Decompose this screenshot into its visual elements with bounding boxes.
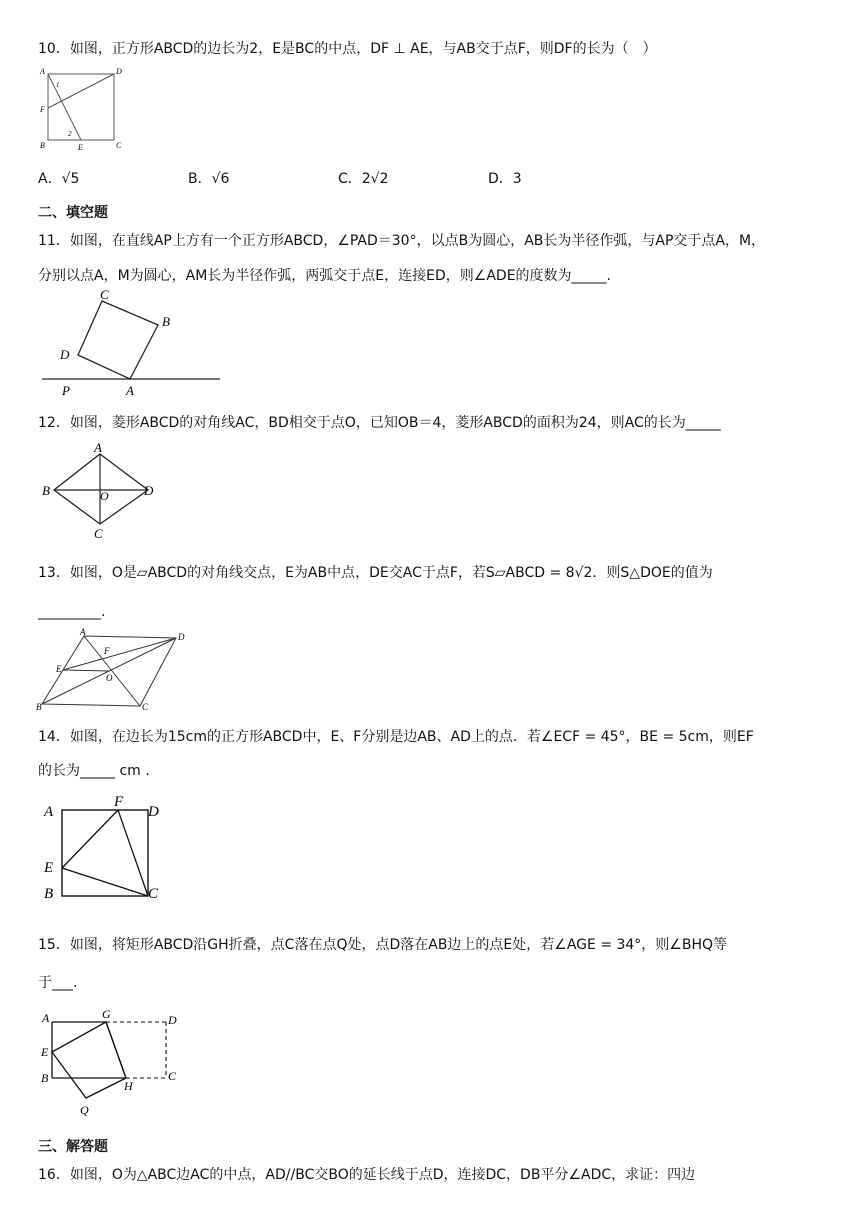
question-11-line-2: 分别以点A，M为圆心，AM长为半径作弧，两弧交于点E，连接ED，则∠ADE的度数为_____. [38, 268, 611, 284]
question-14-line-1: 14．如图，在边长为15cm的正方形ABCD中，E、F分别是边AB、AD上的点．若∠ECF = 45°，BE = 5cm，则EF [38, 729, 754, 745]
label-C: C [100, 287, 109, 302]
option-b: B．√6 [188, 171, 230, 187]
label-B: B [44, 886, 54, 902]
label-D: D [148, 804, 159, 820]
question-13-line-1: 13．如图，O是▱ABCD的对角线交点，E为AB中点，DE交AC于点F，若S▱ABCD = 8√2．则S△DOE的值为 [38, 565, 713, 581]
figure-q11-square [40, 285, 225, 400]
label-A: A [80, 627, 86, 637]
label-D: D [178, 632, 185, 642]
label-C: C [148, 886, 159, 902]
label-F: F [40, 105, 45, 114]
label-F: F [104, 646, 110, 656]
label-D: D [144, 483, 154, 498]
question-16-text: 16．如图，O为△ABC边AC的中点，AD//BC交BO的延长线于点D，连接DC，DB平分∠ADC，求证：四边 [38, 1167, 696, 1183]
label-B: B [42, 483, 50, 498]
label-B: B [41, 1071, 49, 1085]
label-E: E [56, 664, 62, 674]
label-A: A [94, 440, 102, 455]
label-E: E [78, 143, 83, 152]
option-a: A．√5 [38, 171, 80, 187]
label-C: C [116, 141, 122, 150]
question-11-line-1: 11．如图，在直线AP上方有一个正方形ABCD，∠PAD＝30°，以点B为圆心，AB长为半径作弧，与AP交于点A，M， [38, 233, 766, 249]
figure-q10-square [38, 68, 128, 152]
label-E: E [44, 860, 54, 876]
label-D: D [116, 67, 122, 76]
label-E: E [41, 1045, 49, 1059]
label-D: D [168, 1013, 177, 1027]
label-G: G [102, 1007, 111, 1021]
label-B: B [36, 702, 42, 712]
figure-q12-rhombus [38, 440, 163, 540]
option-c: C．2√2 [338, 171, 389, 187]
question-10-text: 10．如图，正方形ABCD的边长为2，E是BC的中点，DF ⊥ AE，与AB交于点F，则DF的长为（ ） [38, 41, 657, 57]
label-O: O [100, 489, 109, 503]
option-d: D．3 [488, 171, 522, 187]
label-A: A [126, 383, 134, 398]
section-heading-answer: 三、解答题 [38, 1139, 108, 1155]
label-O: O [106, 673, 113, 683]
figure-q14-square [40, 790, 165, 882]
label-A: A [42, 1011, 50, 1025]
section-heading-fill-in: 二、填空题 [38, 205, 108, 221]
label-D: D [60, 347, 70, 362]
label-C: C [94, 526, 103, 541]
label-P: P [62, 383, 70, 398]
label-angle-1: 1 [56, 81, 60, 89]
question-14-line-2: 的长为_____ cm . [38, 763, 150, 779]
question-15-line-1: 15．如图，将矩形ABCD沿GH折叠，点C落在点Q处，点D落在AB边上的点E处，若∠AGE = 34°，则∠BHQ等 [38, 937, 728, 953]
question-15-line-2: 于___. [38, 975, 78, 991]
label-A: A [40, 67, 45, 76]
figure-q14-bottom-labels [40, 880, 165, 900]
label-A: A [44, 804, 54, 820]
label-H: H [124, 1079, 133, 1093]
label-C: C [142, 702, 149, 712]
label-B: B [162, 314, 170, 329]
label-Q: Q [80, 1103, 89, 1117]
label-C: C [168, 1069, 177, 1083]
question-12-text: 12．如图，菱形ABCD的对角线AC，BD相交于点O，已知OB＝4，菱形ABCD的面积为24，则AC的长为_____ [38, 415, 721, 431]
figure-q15-rectangle-fold [38, 1006, 188, 1118]
label-angle-2: 2 [68, 130, 72, 138]
label-F: F [114, 794, 124, 810]
question-13-line-2: _________. [38, 604, 106, 620]
figure-q13-parallelogram [36, 628, 191, 712]
label-B: B [40, 141, 45, 150]
